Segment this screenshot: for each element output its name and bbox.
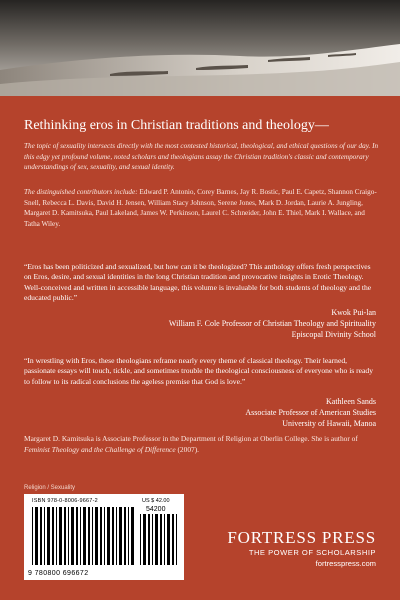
endorser-title: Associate Professor of American Studies — [245, 408, 376, 417]
barcode-digits: 9 780800 696672 — [28, 570, 89, 577]
isbn-text: ISBN 978-0-8006-9667-2 — [32, 498, 98, 504]
endorsement-attribution-1 — [169, 307, 376, 340]
bio-text: is Associate Professor in the Department of Religion at Oberlin College. She is author of — [93, 434, 358, 443]
author-bio — [24, 434, 379, 455]
publisher-block — [227, 528, 376, 569]
author-name: Margaret D. Kamitsuka — [24, 434, 94, 443]
contributors-names: Edward P. Antonio, Corey Barnes, Jay R. Bostic, Paul E. Capetz, Shannon Craigo-Snell, Rebecca L. Davis, David H. Jensen, William Stacy Johnson, Serene Jones, Mark D. Jordan, Laurie A. Jungling, Margaret D. Kamitsuka, Paul Lakeland, James W. Perkinson, Laurel C. Schneider, John E. Thiel, Mark I. Wallace, and Tatha Wiley. — [24, 188, 377, 228]
headline: Rethinking eros in Christian traditions and theology— — [24, 118, 329, 133]
endorsement-quote-2: “In wrestling with Eros, these theologians reframe nearly every theme of classical theology. Their learned, passionate essays will touch, tickle, and sometimes trouble the theological consciousness of everyone who is ready to follow to its radical conclusions the ageless premise that God is love.” — [24, 356, 374, 386]
cover-photo — [0, 0, 400, 96]
bio-book-title: Feminist Theology and the Challenge of Difference — [24, 444, 176, 454]
publisher-name: FORTRESS PRESS — [227, 528, 376, 547]
barcode-bars — [32, 507, 136, 565]
endorser-name: Kwok Pui-lan — [331, 308, 376, 317]
endorser-title: William F. Cole Professor of Christian Theology and Spirituality — [168, 319, 376, 328]
endorsement-quote-1: “Eros has been politicized and sexualized, but how can it be theologized? This anthology offers fresh perspectives on Eros, desire, and sexual identities in the long Christian tradition and provocative insights in Erotic Theology. Well-conceived and written in accessible language, this volume is invaluable for both students of theology and the educated public.” — [24, 262, 372, 303]
publisher-slogan: THE POWER OF SCHOLARSHIP — [248, 548, 376, 557]
endorser-institution: Episcopal Divinity School — [291, 330, 376, 339]
desert-figures-image — [0, 0, 400, 96]
barcode — [24, 494, 184, 580]
price-text: US $ 42.00 — [142, 498, 170, 504]
publisher-url[interactable]: fortresspress.com — [315, 559, 376, 568]
addon-code: 54200 — [146, 506, 166, 513]
bio-year: (2007). — [175, 444, 200, 454]
intro-paragraph: The topic of sexuality intersects directly with the most contested historical, theological, and ethical questions of our day. In this edgy yet profound volume, noted scholars and theologians assay the Christian tradition's classic and contemporary understandings of sex, sexuality, and sexual identity. — [24, 142, 379, 172]
contributors-paragraph — [24, 187, 379, 229]
endorsement-attribution-2 — [245, 396, 376, 429]
endorser-institution: University of Hawaii, Manoa — [282, 419, 376, 428]
barcode-addon-bars — [140, 514, 178, 565]
category-label: Religion / Sexuality — [24, 485, 76, 491]
contributors-lead: The distinguished contributors include: — [24, 188, 138, 196]
endorser-name: Kathleen Sands — [326, 397, 376, 406]
